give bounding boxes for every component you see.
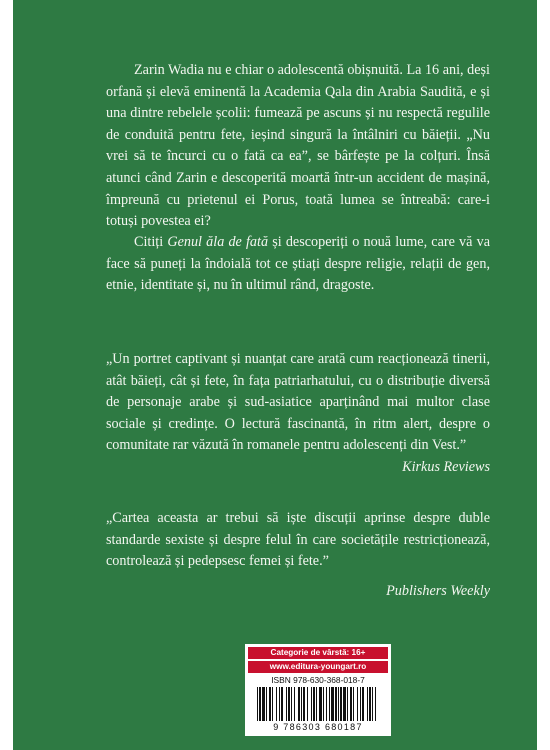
isbn-number: ISBN 978-630-368-018-7 xyxy=(271,675,365,685)
review-quote: „Un portret captivant și nuanțat care arată cum reacționează tinerii, atât băieți, cât și fete, în fața patriarhatului, cu o distribuție diversă de personaje arabe și sud-asiatice aparținând mai multor clase sociale și credințe. O lectură fascinantă, în ritm alert, despre o comunitate rar văzută în romanele pentru adolescenți din Vest.” xyxy=(106,351,490,454)
isbn-label xyxy=(245,644,391,736)
back-cover xyxy=(13,0,537,750)
invitation-paragraph xyxy=(106,232,490,297)
barcode-image xyxy=(255,687,381,721)
invitation-text-end: și descoperiți o nouă lume, care vă va face să puneți la îndoială tot ce știați despre religie, relații de gen, etnie, identitate și, nu în ultimul rând, dragoste. xyxy=(106,234,490,294)
book-title: Genul ăla de fată xyxy=(167,234,269,250)
publisher-website: www.editura-youngart.ro xyxy=(248,661,388,673)
synopsis-paragraph: Zarin Wadia nu e chiar o adolescentă obișnuită. La 16 ani, deși orfană și elevă eminentă la Academia Qala din Arabia Saudită, e și una dintre rebelele școlii: fumează pe ascuns și nu respectă regulile de conduită pentru fete, ieșind singură la întâlniri cu băieții. „Nu vrei să te încurci cu o fată ca ea”, se bârfește pe la colțuri. Însă atunci când Zarin e descoperită moartă într-un accident de mașină, împreună cu prietenul ei Porus, toată lumea se întreabă: care-i totuși povestea ei? xyxy=(106,62,490,230)
review-kirkus xyxy=(106,349,490,479)
age-category-badge: Categorie de vârstă: 16+ xyxy=(248,647,388,659)
review-source: Publishers Weekly xyxy=(386,582,490,599)
review-quote: „Cartea aceasta ar trebui să iște discuții aprinse despre duble standarde sexiste și despre felul în care societățile restricționează, controlează și pedepsesc femei și fete.” xyxy=(106,510,490,570)
invitation-text-start: Citiți xyxy=(134,234,168,250)
review-source: Kirkus Reviews xyxy=(402,458,490,475)
review-publishers-weekly xyxy=(106,508,490,602)
barcode-digits: 9 786303 680187 xyxy=(273,722,363,732)
